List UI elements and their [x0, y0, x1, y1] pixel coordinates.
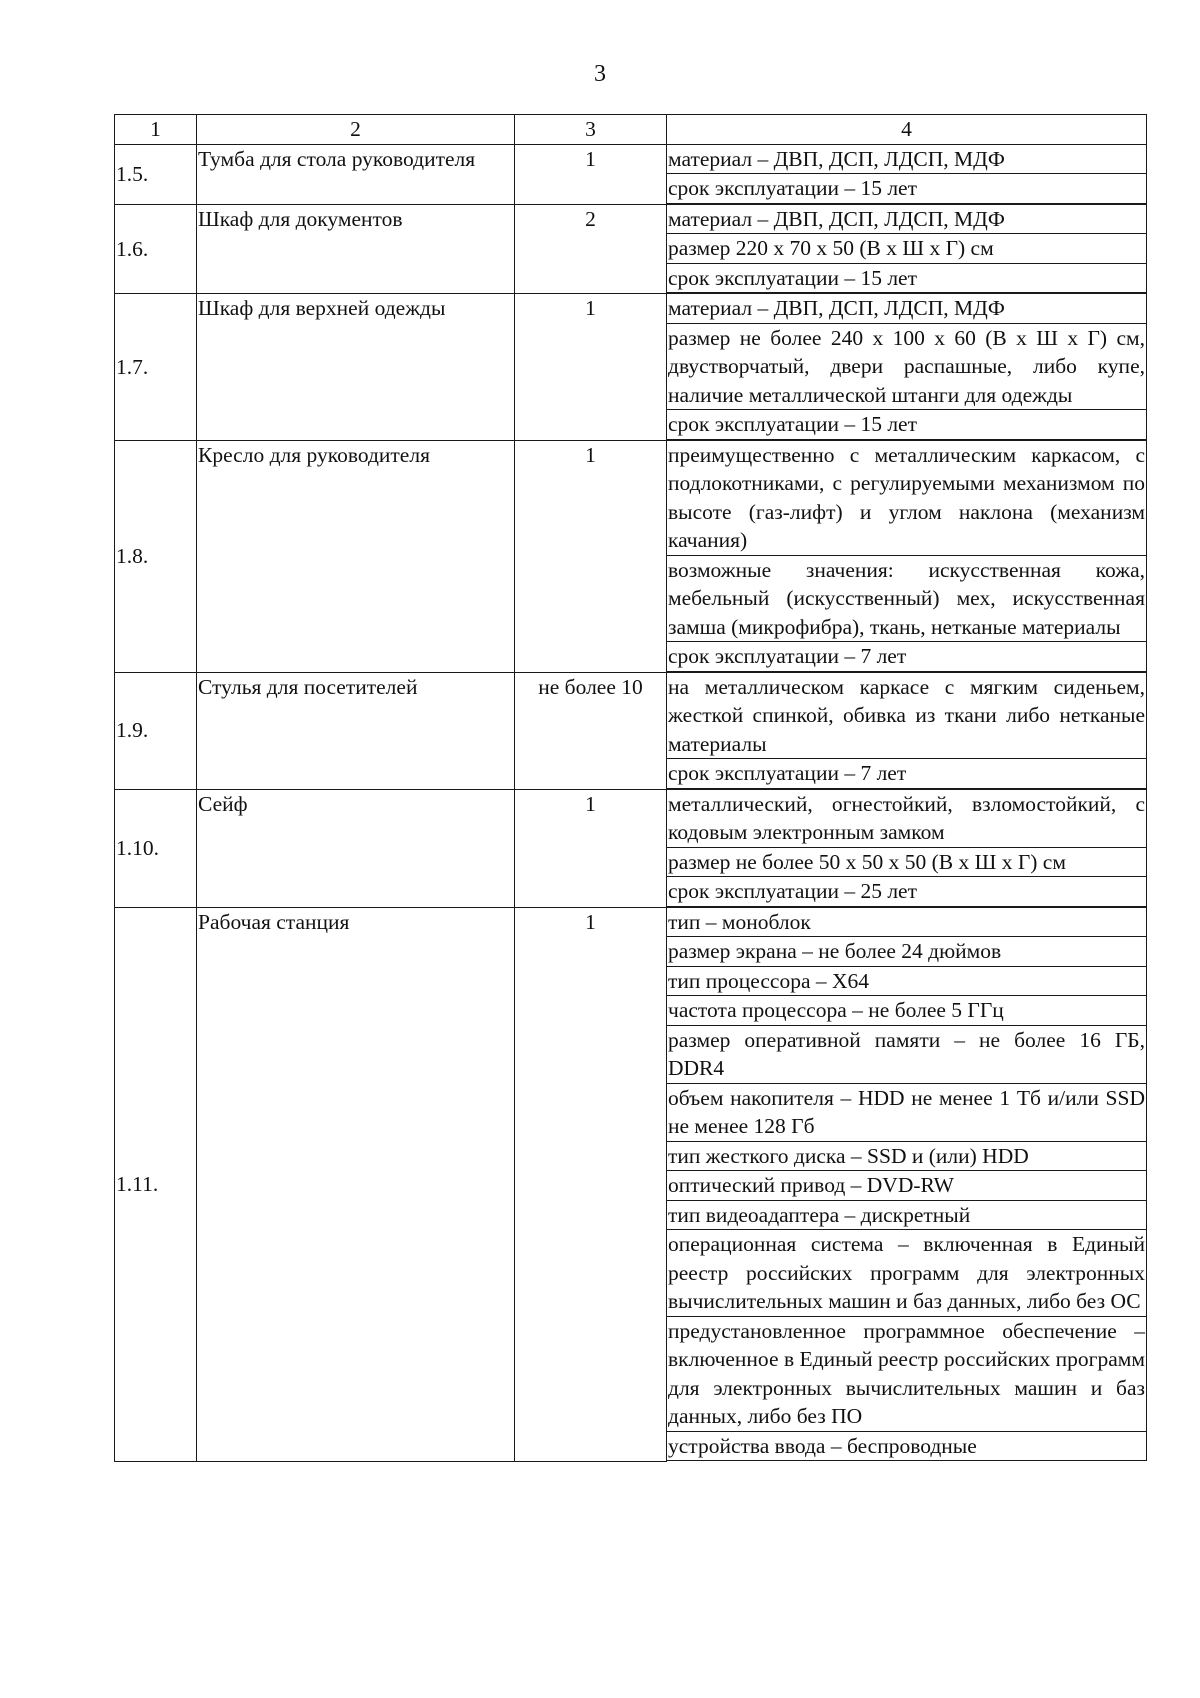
table-row	[115, 789, 1147, 907]
spec-line: размер не более 50 х 50 х 50 (В х Ш х Г) см	[667, 848, 1146, 878]
spec-line: размер не более 240 х 100 х 60 (В х Ш х Г) см, двустворчатый, двери распашные, либо купе, наличие металлической штанги для одежды	[667, 324, 1146, 411]
spec-line: тип – моноблок	[667, 908, 1146, 938]
item-number: 1.6.	[115, 204, 197, 294]
table-row	[115, 672, 1147, 789]
header-col-4: 4	[667, 115, 1147, 145]
item-name: Сейф	[197, 789, 515, 907]
item-name: Кресло для руководителя	[197, 440, 515, 672]
table-row	[115, 204, 1147, 294]
spec-line: срок эксплуатации – 7 лет	[667, 642, 1146, 672]
item-number: 1.10.	[115, 789, 197, 907]
spec-line: срок эксплуатации – 7 лет	[667, 759, 1146, 789]
header-col-1: 1	[115, 115, 197, 145]
spec-line: оптический привод – DVD-RW	[667, 1171, 1146, 1201]
table-row	[115, 294, 1147, 441]
item-number: 1.11.	[115, 907, 197, 1461]
item-name: Тумба для стола руководителя	[197, 144, 515, 204]
item-number: 1.5.	[115, 144, 197, 204]
table-row	[115, 907, 1147, 1461]
item-specifications	[667, 440, 1147, 672]
item-number: 1.9.	[115, 672, 197, 789]
item-name: Шкаф для документов	[197, 204, 515, 294]
spec-line: тип процессора – X64	[667, 967, 1146, 997]
item-specifications	[667, 907, 1147, 1461]
spec-line: на металлическом каркасе с мягким сиденьем, жесткой спинкой, обивка из ткани либо нетканые материалы	[667, 673, 1146, 760]
spec-line: срок эксплуатации – 15 лет	[667, 410, 1146, 440]
item-quantity: 1	[515, 789, 667, 907]
item-number: 1.7.	[115, 294, 197, 441]
spec-line: срок эксплуатации – 15 лет	[667, 174, 1146, 204]
item-specifications	[667, 294, 1147, 441]
spec-line: операционная система – включенная в Единый реестр российских программ для электронных вычислительных машин и баз данных, либо без ОС	[667, 1230, 1146, 1317]
table-row	[115, 440, 1147, 672]
spec-line: частота процессора – не более 5 ГГц	[667, 996, 1146, 1026]
spec-line: объем накопителя – HDD не менее 1 Тб и/или SSD не менее 128 Гб	[667, 1084, 1146, 1142]
spec-line: устройства ввода – беспроводные	[667, 1432, 1146, 1462]
spec-line: материал – ДВП, ДСП, ЛДСП, МДФ	[667, 294, 1146, 324]
item-specifications	[667, 204, 1147, 294]
item-specifications	[667, 144, 1147, 204]
spec-line: металлический, огнестойкий, взломостойкий, с кодовым электронным замком	[667, 790, 1146, 848]
item-quantity: 1	[515, 144, 667, 204]
table-header-row	[115, 115, 1147, 145]
item-quantity: 1	[515, 294, 667, 441]
specification-table-body	[115, 115, 1147, 1462]
item-specifications	[667, 789, 1147, 907]
item-quantity: не более 10	[515, 672, 667, 789]
spec-line: размер 220 х 70 х 50 (В х Ш х Г) см	[667, 234, 1146, 264]
spec-line: размер экрана – не более 24 дюймов	[667, 937, 1146, 967]
item-quantity: 2	[515, 204, 667, 294]
spec-line: возможные значения: искусственная кожа, мебельный (искусственный) мех, искусственная замша (микрофибра), ткань, нетканые материалы	[667, 556, 1146, 643]
spec-line: срок эксплуатации – 15 лет	[667, 264, 1146, 294]
item-specifications	[667, 672, 1147, 789]
spec-line: срок эксплуатации – 25 лет	[667, 877, 1146, 907]
item-name: Стулья для посетителей	[197, 672, 515, 789]
spec-line: материал – ДВП, ДСП, ЛДСП, МДФ	[667, 145, 1146, 175]
item-name: Рабочая станция	[197, 907, 515, 1461]
spec-line: размер оперативной памяти – не более 16 ГБ, DDR4	[667, 1026, 1146, 1084]
spec-line: преимущественно с металлическим каркасом, с подлокотниками, с регулируемыми механизмом по высоте (газ-лифт) и углом наклона (механизм качания)	[667, 441, 1146, 556]
item-quantity: 1	[515, 907, 667, 1461]
specification-table	[114, 114, 1147, 1462]
page-number: 3	[594, 61, 606, 87]
spec-line: тип видеоадаптера – дискретный	[667, 1201, 1146, 1231]
spec-line: предустановленное программное обеспечение – включенное в Единый реестр российских программ для электронных вычислительных машин и баз данных, либо без ПО	[667, 1317, 1146, 1432]
header-col-3: 3	[515, 115, 667, 145]
item-quantity: 1	[515, 440, 667, 672]
item-name: Шкаф для верхней одежды	[197, 294, 515, 441]
spec-line: тип жесткого диска – SSD и (или) HDD	[667, 1142, 1146, 1172]
table-row	[115, 144, 1147, 204]
header-col-2: 2	[197, 115, 515, 145]
spec-line: материал – ДВП, ДСП, ЛДСП, МДФ	[667, 205, 1146, 235]
item-number: 1.8.	[115, 440, 197, 672]
